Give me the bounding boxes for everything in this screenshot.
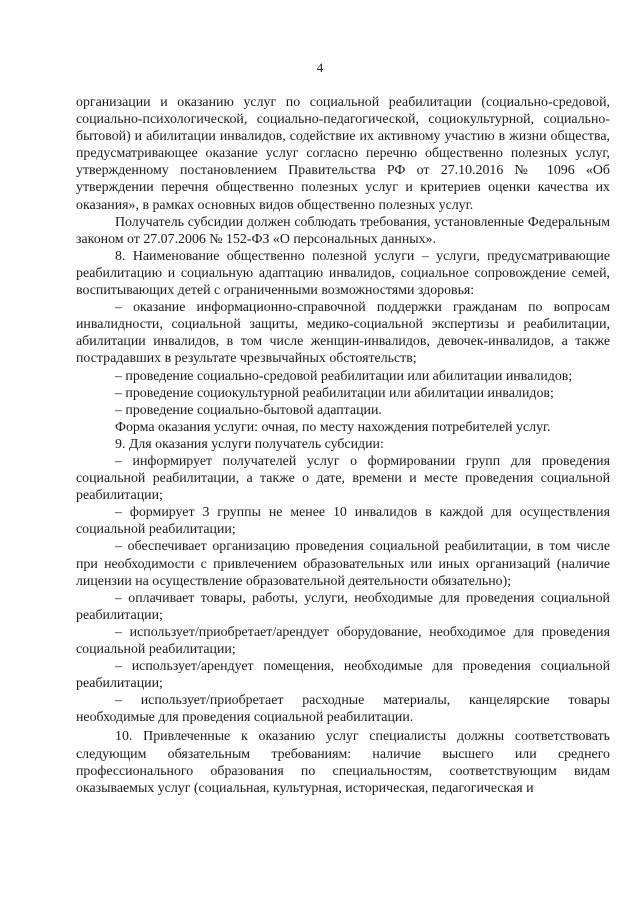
paragraph-p06: – проведение социокультурной реабилитации или абилитации инвалидов; [115, 385, 554, 401]
paragraph-p13: – оплачивает товары, работы, услуги, необходимые для проведения социальной реабилитации; [76, 590, 610, 623]
paragraph-p05: – проведение социально-средовой реабилитации или абилитации инвалидов; [115, 368, 573, 384]
paragraph-p14: – использует/приобретает/арендует оборудование, необходимое для проведения социальной реабилитации; [76, 624, 610, 657]
paragraph-p16: – использует/приобретает расходные материалы, канцелярские товары необходимые для проведения социальной реабилитации. [76, 693, 610, 726]
paragraph-p03: 8. Наименование общественно полезной услуги – услуги, предусматривающие реабилитацию и социальную адаптацию инвалидов, социальное сопровождение семей, воспитывающих детей с ограниченными возможностями здоровья: [76, 248, 610, 299]
paragraph-p01: организации и оказанию услуг по социальной реабилитации (социально-средовой, социально-психологической, социально-педагогической, социокультурной, социально-бытовой) и абилитации инвалидов, содействие их активному участию в жизни общества, предусматривающее оказание услуг согласно перечню общественно полезных услуг, утвержденному постановлением Правительства РФ от 27.10.2016 № 1096 «Об утверждении перечня общественно полезных услуг и критериев оценки качества их оказания», в рамках основных видов общественно полезных услуг. [76, 95, 610, 213]
paragraph-p10: – информирует получателей услуг о формировании групп для проведения социальной реабилитации, а также о дате, времени и месте проведения социальной реабилитации; [76, 453, 610, 504]
paragraph-p11: – формирует 3 группы не менее 10 инвалидов в каждой для осуществления социальной реабилитации; [76, 505, 610, 538]
paragraph-p08: Форма оказания услуги: очная, по месту нахождения потребителей услуг. [115, 419, 551, 435]
paragraph-p02: Получатель субсидии должен соблюдать требования, установленные Федеральным законом от 27.07.2006 № 152-ФЗ «О персональных данных». [76, 214, 610, 247]
paragraph-p04: – оказание информационно-справочной поддержки гражданам по вопросам инвалидности, социальной защиты, медико-социальной экспертизы и реабилитации, абилитации инвалидов, в том числе женщин-инвалидов, девочек-инвалидов, а также пострадавших в результате чрезвычайных обстоятельств; [76, 300, 610, 367]
paragraph-p07: – проведение социально-бытовой адаптации. [115, 402, 382, 418]
paragraph-p15: – использует/арендует помещения, необходимые для проведения социальной реабилитации; [76, 659, 610, 692]
paragraph-p17: 10. Привлеченные к оказанию услуг специалисты должны соответствовать следующим обязательным требованиям: наличие высшего или среднего профессионального образования по специальностям, соответствующим видам оказываемых услуг (социальная, культурная, историческая, педагогическая и [76, 729, 610, 796]
paragraph-p12: – обеспечивает организацию проведения социальной реабилитации, в том числе при необходимости с привлечением образовательных или иных организаций (наличие лицензии на осуществление образовательной деятельности обязательно); [76, 539, 610, 589]
document-body [76, 94, 610, 797]
page-number: 4 [316, 60, 324, 75]
paragraph-p09: 9. Для оказания услуги получатель субсидии: [115, 436, 384, 452]
